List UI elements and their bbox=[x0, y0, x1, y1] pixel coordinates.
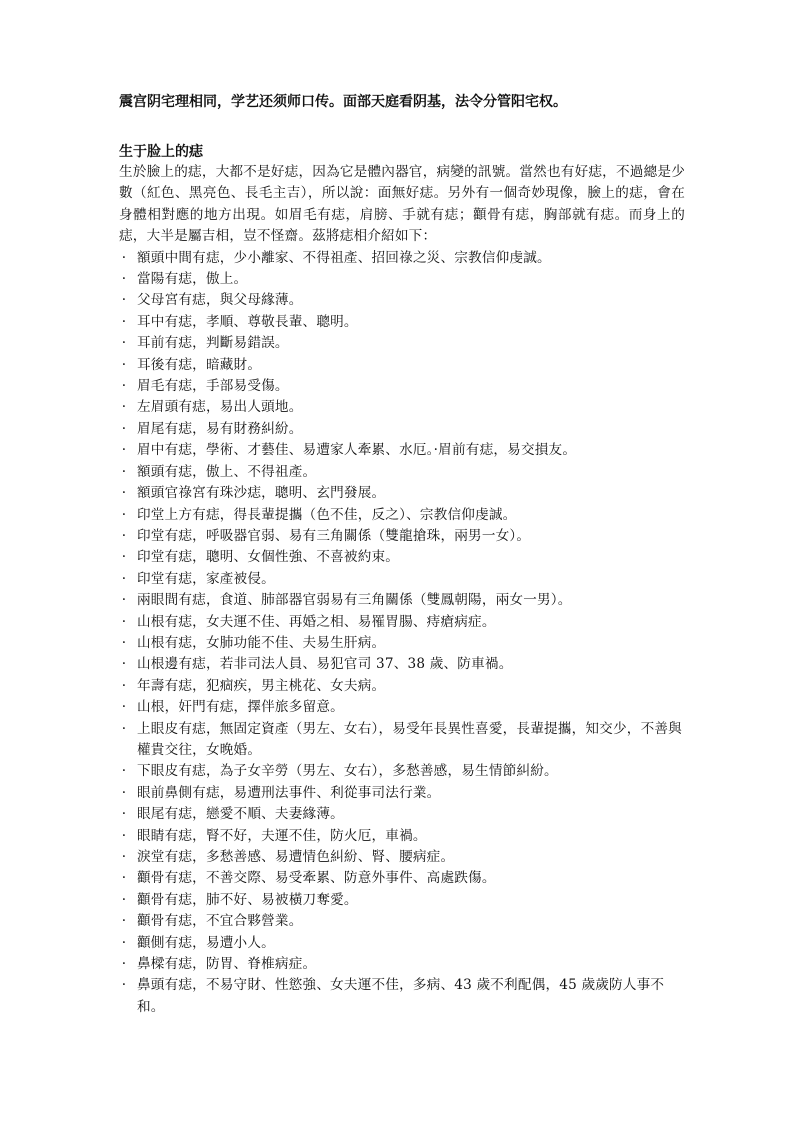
list-item-text: 印堂有痣，家產被侵。 bbox=[137, 570, 275, 587]
bullet-mark: · bbox=[121, 420, 127, 437]
list-item bbox=[119, 269, 685, 290]
intro-paragraph: 生於臉上的痣，大都不是好痣，因為它是體內器官，病變的訊號。當然也有好痣，不過總是少數（紅色、黑亮色、長毛主吉），所以說：面無好痣。另外有一個奇妙現像，臉上的痣，會在身體相對應的地方出現。如眉毛有痣，肩膀、手就有痣；顴骨有痣，胸部就有痣。而身上的痣，大半是屬吉相，豈不怪齋。茲將痣相介紹如下： bbox=[119, 164, 685, 245]
list-item-text: 顴骨有痣，不善交際、易受牽累、防意外事件、高處跌傷。 bbox=[137, 870, 496, 887]
list-item-text: 山根有痣，女肺功能不佳、夫易生肝病。 bbox=[137, 634, 386, 651]
list-item-text: 眼睛有痣，腎不好，夫運不佳，防火厄，車禍。 bbox=[137, 827, 427, 844]
list-item bbox=[119, 911, 685, 932]
bullet-mark: · bbox=[121, 485, 127, 502]
list-item bbox=[119, 547, 685, 568]
list-item bbox=[119, 697, 685, 718]
bullet-mark: · bbox=[121, 249, 127, 266]
list-item-text: 額頭中間有痣，少小離家、不得祖產、招回祿之災、宗教信仰虔誠。 bbox=[137, 249, 551, 266]
list-item bbox=[119, 975, 685, 1018]
list-item-text: 耳前有痣，判斷易錯誤。 bbox=[137, 335, 289, 352]
list-item bbox=[119, 954, 685, 975]
bullet-mark: · bbox=[121, 849, 127, 865]
list-item-text: 下眼皮有痣，為子女辛勞（男左、女右），多愁善感，易生情節糾紛。 bbox=[137, 763, 558, 780]
list-item bbox=[119, 612, 685, 633]
bullet-mark: · bbox=[121, 656, 127, 673]
bullet-mark: · bbox=[121, 956, 127, 973]
list-item bbox=[119, 590, 685, 611]
header-verse: 震宫阴宅理相同，学艺还须师口传。面部天庭看阴基，法令分管阳宅权。 bbox=[119, 94, 567, 110]
bullet-mark: · bbox=[121, 913, 127, 930]
list-item-text: 印堂有痣，聰明、女個性強、不喜被約束。 bbox=[137, 549, 400, 566]
list-item-text: 眼尾有痣，戀愛不順、夫妻緣薄。 bbox=[137, 806, 344, 823]
list-item-text: 顴骨有痣，肺不好、易被橫刀奪愛。 bbox=[137, 891, 358, 908]
list-item bbox=[119, 248, 685, 269]
bullet-mark: · bbox=[121, 891, 127, 908]
list-item bbox=[119, 569, 685, 590]
list-item-text: 淚堂有痣，多愁善感、易遭情色糾紛、腎、腰病症。 bbox=[137, 849, 455, 865]
section-title: 生于脸上的痣 bbox=[119, 144, 203, 160]
list-item bbox=[119, 890, 685, 911]
list-item-text: 顴骨有痣，不宜合夥營業。 bbox=[137, 913, 303, 930]
bullet-mark: · bbox=[121, 442, 127, 459]
bullet-mark: · bbox=[121, 870, 127, 887]
list-item bbox=[119, 526, 685, 547]
list-item-text: 眉毛有痣，手部易受傷。 bbox=[137, 378, 289, 395]
list-item-text: 眉中有痣，學術、才藝佳、易遭家人牽累、水厄。·眉前有痣，易交損友。 bbox=[137, 442, 577, 459]
list-item bbox=[119, 868, 685, 889]
list-item bbox=[119, 397, 685, 418]
list-item bbox=[119, 419, 685, 440]
bullet-mark: · bbox=[121, 806, 127, 823]
list-item-text: 鼻樑有痣，防胃、脊椎病症。 bbox=[137, 956, 317, 973]
bullet-mark: · bbox=[121, 677, 127, 694]
list-item bbox=[119, 355, 685, 376]
list-item-text: 額頭官祿宮有珠沙痣，聰明、玄門發展。 bbox=[137, 485, 386, 502]
list-item-text: 印堂有痣，呼吸器官弱、易有三角關係（雙龍搶珠，兩男一女）。 bbox=[137, 527, 531, 544]
bullet-mark: · bbox=[121, 827, 127, 844]
list-item bbox=[119, 761, 685, 782]
list-item bbox=[119, 462, 685, 483]
bullet-mark: · bbox=[121, 634, 127, 651]
list-item-text: 山根邊有痣，若非司法人員、易犯官司 37、38 歲、防車禍。 bbox=[137, 656, 513, 673]
list-item bbox=[119, 783, 685, 804]
list-item bbox=[119, 847, 685, 868]
bullet-mark: · bbox=[121, 699, 127, 716]
bullet-mark: · bbox=[121, 313, 127, 330]
list-item-text: 山根，奸門有痣，擇伴旅多留意。 bbox=[137, 699, 344, 716]
bullet-mark: · bbox=[121, 463, 127, 480]
list-item bbox=[119, 440, 685, 461]
bullet-mark: · bbox=[121, 613, 127, 630]
document-page bbox=[119, 92, 685, 1018]
list-item bbox=[119, 483, 685, 504]
bullet-mark: · bbox=[121, 549, 127, 566]
list-item-text: 額頭有痣，傲上、不得祖產。 bbox=[137, 463, 317, 480]
bullet-mark: · bbox=[121, 763, 127, 780]
bullet-mark: · bbox=[121, 356, 127, 373]
bullet-mark: · bbox=[121, 977, 127, 994]
list-item bbox=[119, 804, 685, 825]
list-item-text: 耳後有痣，暗藏財。 bbox=[137, 356, 262, 373]
list-item-text: 眼前鼻側有痣，易遭刑法事件、利從事司法行業。 bbox=[137, 784, 441, 801]
bullet-mark: · bbox=[121, 506, 127, 523]
list-item-text: 當陽有痣，傲上。 bbox=[137, 271, 248, 288]
list-item bbox=[119, 633, 685, 654]
list-item-text: 兩眼間有痣，食道、肺部器官弱易有三角關係（雙鳳朝陽，兩女一男）。 bbox=[137, 592, 572, 609]
list-item-text: 左眉頭有痣，易出人頭地。 bbox=[137, 399, 303, 416]
list-item bbox=[119, 290, 685, 311]
list-item-text: 眉尾有痣，易有財務糾紛。 bbox=[137, 420, 303, 437]
mole-reading-list bbox=[119, 248, 685, 1019]
bullet-mark: · bbox=[121, 784, 127, 801]
bullet-mark: · bbox=[121, 335, 127, 352]
bullet-mark: · bbox=[121, 378, 127, 395]
list-item-text: 父母宮有痣，與父母緣薄。 bbox=[137, 292, 303, 309]
list-item bbox=[119, 312, 685, 333]
list-item bbox=[119, 826, 685, 847]
bullet-mark: · bbox=[121, 570, 127, 587]
list-item bbox=[119, 333, 685, 354]
bullet-mark: · bbox=[121, 292, 127, 309]
list-item-text: 鼻頭有痣，不易守財、性慾強、女夫運不佳，多病、43 歲不利配偶，45 歲歲防人事不和。 bbox=[137, 977, 665, 1015]
list-item-text: 印堂上方有痣，得長輩提攜（色不佳，反之）、宗教信仰虔誠。 bbox=[137, 506, 517, 523]
list-item bbox=[119, 376, 685, 397]
list-item bbox=[119, 933, 685, 954]
bullet-mark: · bbox=[121, 592, 127, 609]
list-item bbox=[119, 676, 685, 697]
list-item-text: 山根有痣，女夫運不佳、再婚之相、易罹胃腸、痔瘡病症。 bbox=[137, 613, 496, 630]
bullet-mark: · bbox=[121, 720, 127, 737]
bullet-mark: · bbox=[121, 527, 127, 544]
bullet-mark: · bbox=[121, 271, 127, 288]
list-item-text: 年壽有痣，犯痼疾，男主桃花、女夫病。 bbox=[137, 677, 386, 694]
bullet-mark: · bbox=[121, 934, 127, 951]
list-item-text: 顴側有痣，易遭小人。 bbox=[137, 934, 275, 951]
list-item-text: 上眼皮有痣，無固定資產（男左、女右），易受年長異性喜愛，長輩提攜，知交少，不善與權貴交往，女晚婚。 bbox=[137, 720, 682, 758]
bullet-mark: · bbox=[121, 399, 127, 416]
list-item bbox=[119, 719, 685, 762]
list-item bbox=[119, 654, 685, 675]
list-item-text: 耳中有痣，孝順、尊敬長輩、聰明。 bbox=[137, 313, 358, 330]
list-item bbox=[119, 505, 685, 526]
